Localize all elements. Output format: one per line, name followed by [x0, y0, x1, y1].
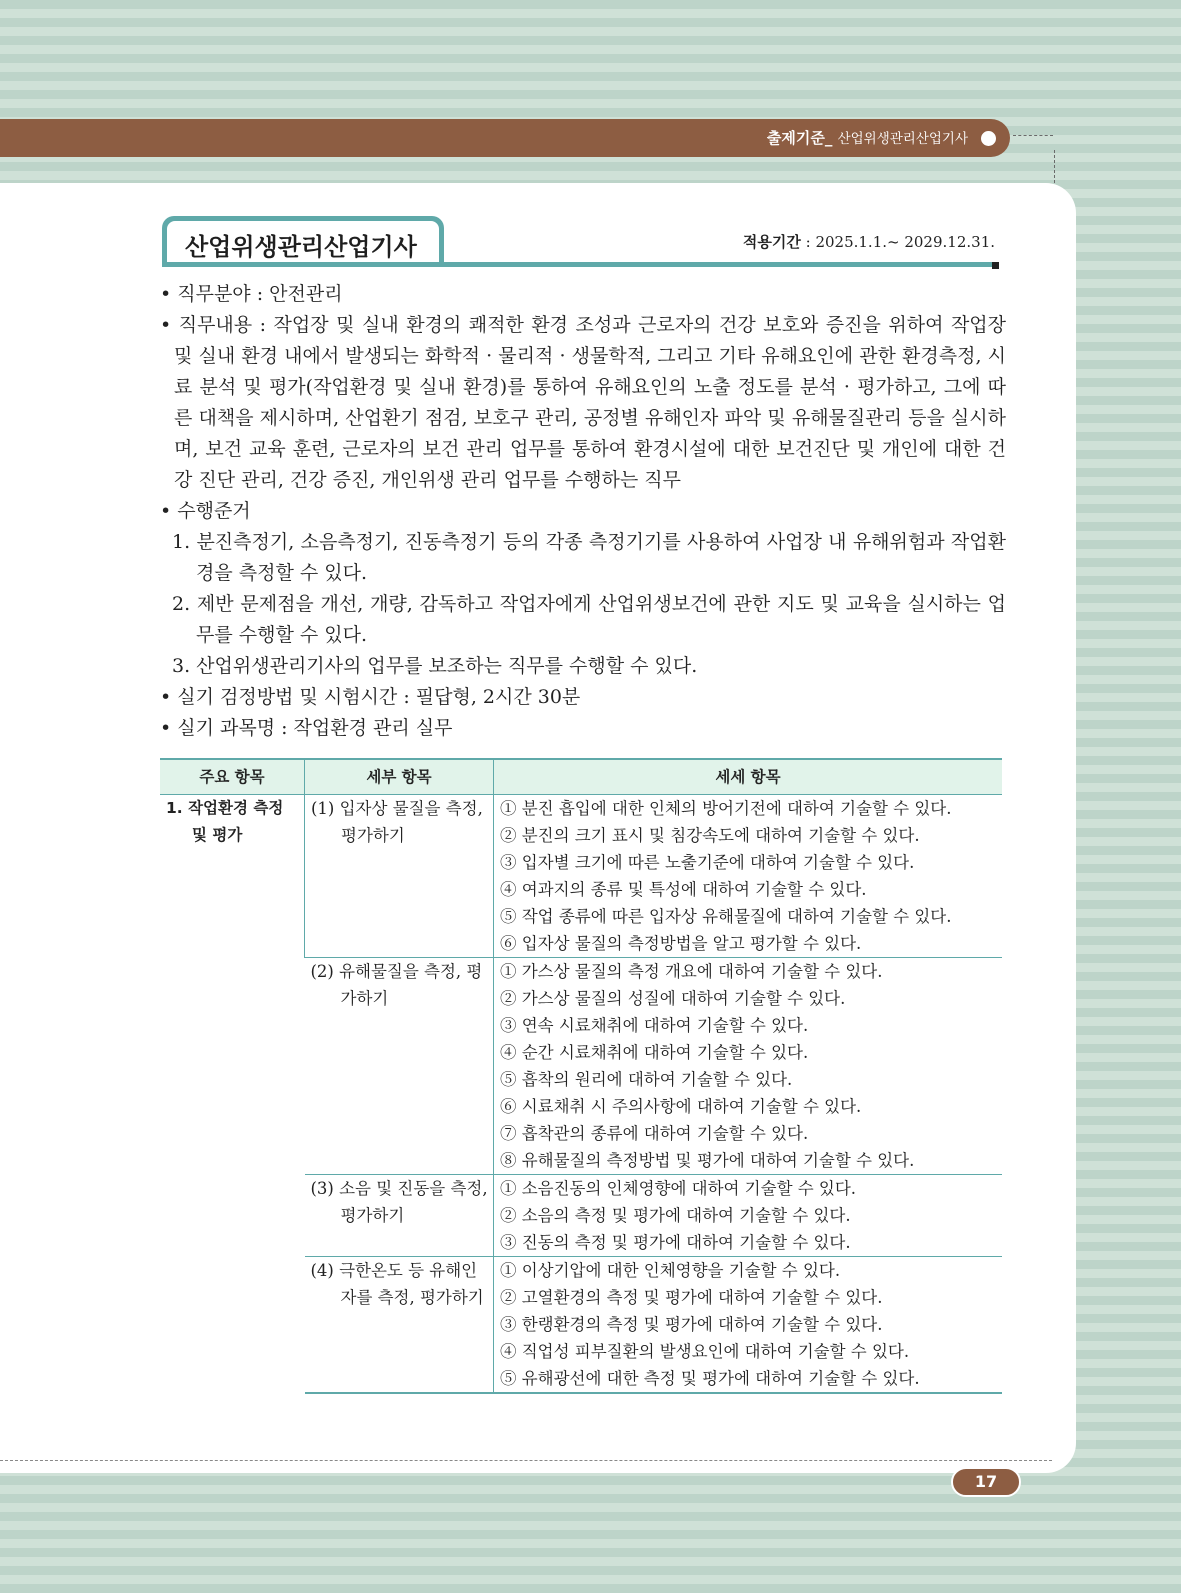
job-field-value: : 안전관리 [256, 283, 343, 305]
title-underline-end [992, 262, 999, 269]
job-field-label: 직무분야 [177, 283, 251, 305]
detail-cell [494, 958, 1003, 1175]
exam-method-value: : 필답형, 2시간 30분 [403, 686, 581, 708]
exam-method-label: 실기 검정방법 및 시험시간 [177, 686, 398, 708]
detail-item: ② 가스상 물질의 성질에 대하여 기술할 수 있다. [500, 989, 846, 1008]
job-field: • 직무분야 : 안전관리 [160, 283, 343, 305]
dashed-border-bottom [0, 1460, 1052, 1461]
col-header-sub: 세부 항목 [305, 759, 494, 795]
detail-item: ⑤ 유해광선에 대한 측정 및 평가에 대하여 기술할 수 있다. [500, 1369, 920, 1388]
title-tab [162, 216, 444, 266]
detail-cell [494, 1175, 1003, 1257]
detail-item: ⑦ 흡착관의 종류에 대하여 기술할 수 있다. [500, 1124, 809, 1143]
detail-item: ③ 한랭환경의 측정 및 평가에 대하여 기술할 수 있다. [500, 1315, 883, 1334]
detail-item: ① 소음진동의 인체영향에 대하여 기술할 수 있다. [500, 1179, 857, 1198]
detail-item: ⑥ 시료채취 시 주의사항에 대하여 기술할 수 있다. [500, 1097, 862, 1116]
main-item-line2: 및 평가 [192, 826, 243, 844]
detail-item: ① 분진 흡입에 대한 인체의 방어기전에 대하여 기술할 수 있다. [500, 799, 952, 818]
detail-item: ③ 연속 시료채취에 대하여 기술할 수 있다. [500, 1016, 809, 1035]
sub-item-line1: (4) 극한온도 등 유해인 [310, 1261, 478, 1280]
col-header-detail: 세세 항목 [494, 759, 1003, 795]
detail-item: ⑥ 입자상 물질의 측정방법을 알고 평가할 수 있다. [500, 934, 862, 953]
exam-method: • 실기 검정방법 및 시험시간 : 필답형, 2시간 30분 [160, 686, 581, 708]
period-value: : 2025.1.1.~ 2029.12.31. [805, 233, 995, 251]
detail-item: ② 소음의 측정 및 평가에 대하여 기술할 수 있다. [500, 1206, 851, 1225]
detail-item: ② 고열환경의 측정 및 평가에 대하여 기술할 수 있다. [500, 1288, 883, 1307]
col-header-main: 주요 항목 [160, 759, 305, 795]
sub-item-line2: 평가하기 [340, 1206, 405, 1225]
job-description-value: : 작업장 및 실내 환경의 쾌적한 환경 조성과 근로자의 건강 보호와 증진을 위하여 작업장 및 실내 환경 내에서 발생되는 화학적 · 물리적 · 생물학적, 그리고 기타 유해요인에 관한 환경측정, 시료 분석 및 평가(작업환경 및 실내 환경)를 통하여 유해요인의 노출 정도를 분석 · 평가하고, 그에 따른 대책을 제시하며, 산업환기 점검, 보호구 관리, 공정별 유해인자 파악 및 유해물질관리 등을 실시하며, 보건 교육 훈련, 근로자의 보건 관리 업무를 통하여 환경시설에 대한 보건진단 및 개인에 대한 건강 진단 관리, 건강 증진, 개인위생 관리 업무를 수행하는 직무 [174, 314, 1007, 491]
detail-item: ③ 입자별 크기에 따른 노출기준에 대하여 기술할 수 있다. [500, 853, 915, 872]
page-number: 17 [951, 1467, 1021, 1497]
sub-item-cell [305, 958, 494, 1175]
detail-item: ④ 순간 시료채취에 대하여 기술할 수 있다. [500, 1043, 809, 1062]
header-section: 출제기준 [766, 129, 825, 147]
sub-item-cell [305, 1257, 494, 1394]
main-item-cell [160, 795, 305, 1394]
detail-item: ⑤ 작업 종류에 따른 입자상 유해물질에 대하여 기술할 수 있다. [500, 907, 952, 926]
detail-item: ① 이상기압에 대한 인체영향을 기술할 수 있다. [500, 1261, 841, 1280]
sub-item-line2: 평가하기 [341, 826, 405, 845]
page-title: 산업위생관리산업기사 [185, 233, 417, 261]
job-description-label: 직무내용 [178, 314, 253, 336]
detail-item: ③ 진동의 측정 및 평가에 대하여 기술할 수 있다. [500, 1233, 851, 1252]
detail-cell [494, 1257, 1003, 1394]
sub-item-line2: 자를 측정, 평가하기 [340, 1288, 484, 1307]
running-header [767, 127, 968, 148]
detail-item: ⑧ 유해물질의 측정방법 및 평가에 대하여 기술할 수 있다. [500, 1151, 915, 1170]
criteria-heading: • 수행준거 [160, 500, 251, 522]
subject-value: : 작업환경 관리 실무 [281, 717, 453, 739]
subject-label: 실기 과목명 [177, 717, 276, 739]
period-label: 적용기간 [742, 233, 801, 251]
table-header-row [160, 759, 1002, 795]
criteria-label: 수행준거 [177, 500, 251, 522]
sub-item-line1: (3) 소음 및 진동을 측정, [310, 1179, 488, 1198]
job-description: • 직무내용 : 작업장 및 실내 환경의 쾌적한 환경 조성과 근로자의 건강 보호와 증진을 위하여 작업장 및 실내 환경 내에서 발생되는 화학적 · 물리적 · 생물학적, 그리고 기타 유해요인에 관한 환경측정, 시료 분석 및 평가(작업환경 및 실내 환경)를 통하여 유해요인의 노출 정도를 분석 · 평가하고, 그에 따른 대책을 제시하며, 산업환기 점검, 보호구 관리, 공정별 유해인자 파악 및 유해물질관리 등을 실시하며, 보건 교육 훈련, 근로자의 보건 관리 업무를 통하여 환경시설에 대한 보건진단 및 개인에 대한 건강 진단 관리, 건강 증진, 개인위생 관리 업무를 수행하는 직무 [160, 314, 1007, 491]
header-dot-icon [981, 131, 996, 146]
application-period [743, 231, 995, 252]
detail-item: ④ 여과지의 종류 및 특성에 대하여 기술할 수 있다. [500, 880, 867, 899]
sub-item-cell [305, 795, 494, 958]
overview [160, 279, 1006, 744]
criteria-item: 3. 산업위생관리기사의 업무를 보조하는 직무를 수행할 수 있다. [172, 655, 698, 677]
sub-item-line1: (1) 입자상 물질을 측정, [311, 799, 483, 818]
dashed-connector [1013, 135, 1053, 136]
subject-name: • 실기 과목명 : 작업환경 관리 실무 [160, 717, 453, 739]
header-separator: _ [824, 129, 833, 147]
detail-item: ② 분진의 크기 표시 및 침강속도에 대하여 기술할 수 있다. [500, 826, 920, 845]
detail-item: ⑤ 흡착의 원리에 대하여 기술할 수 있다. [500, 1070, 793, 1089]
sub-item-line2: 가하기 [340, 989, 389, 1008]
table-row [160, 795, 1002, 958]
header-band [0, 119, 1010, 157]
criteria-item: 2. 제반 문제점을 개선, 개량, 감독하고 작업자에게 산업위생보건에 관한 지도 및 교육을 실시하는 업무를 수행할 수 있다. [172, 593, 1006, 646]
header-subtitle: 산업위생관리산업기사 [837, 131, 968, 147]
syllabus-table [160, 758, 1002, 1394]
criteria-item: 1. 분진측정기, 소음측정기, 진동측정기 등의 각종 측정기기를 사용하여 사업장 내 유해위험과 작업환경을 측정할 수 있다. [172, 531, 1006, 584]
main-item-line1: 1. 작업환경 측정 [166, 799, 284, 817]
detail-item: ① 가스상 물질의 측정 개요에 대하여 기술할 수 있다. [500, 962, 883, 981]
detail-item: ④ 직업성 피부질환의 발생요인에 대하여 기술할 수 있다. [500, 1342, 910, 1361]
sub-item-line1: (2) 유해물질을 측정, 평 [310, 962, 483, 981]
detail-cell [494, 795, 1003, 958]
sub-item-cell [305, 1175, 494, 1257]
title-underline [162, 262, 998, 267]
